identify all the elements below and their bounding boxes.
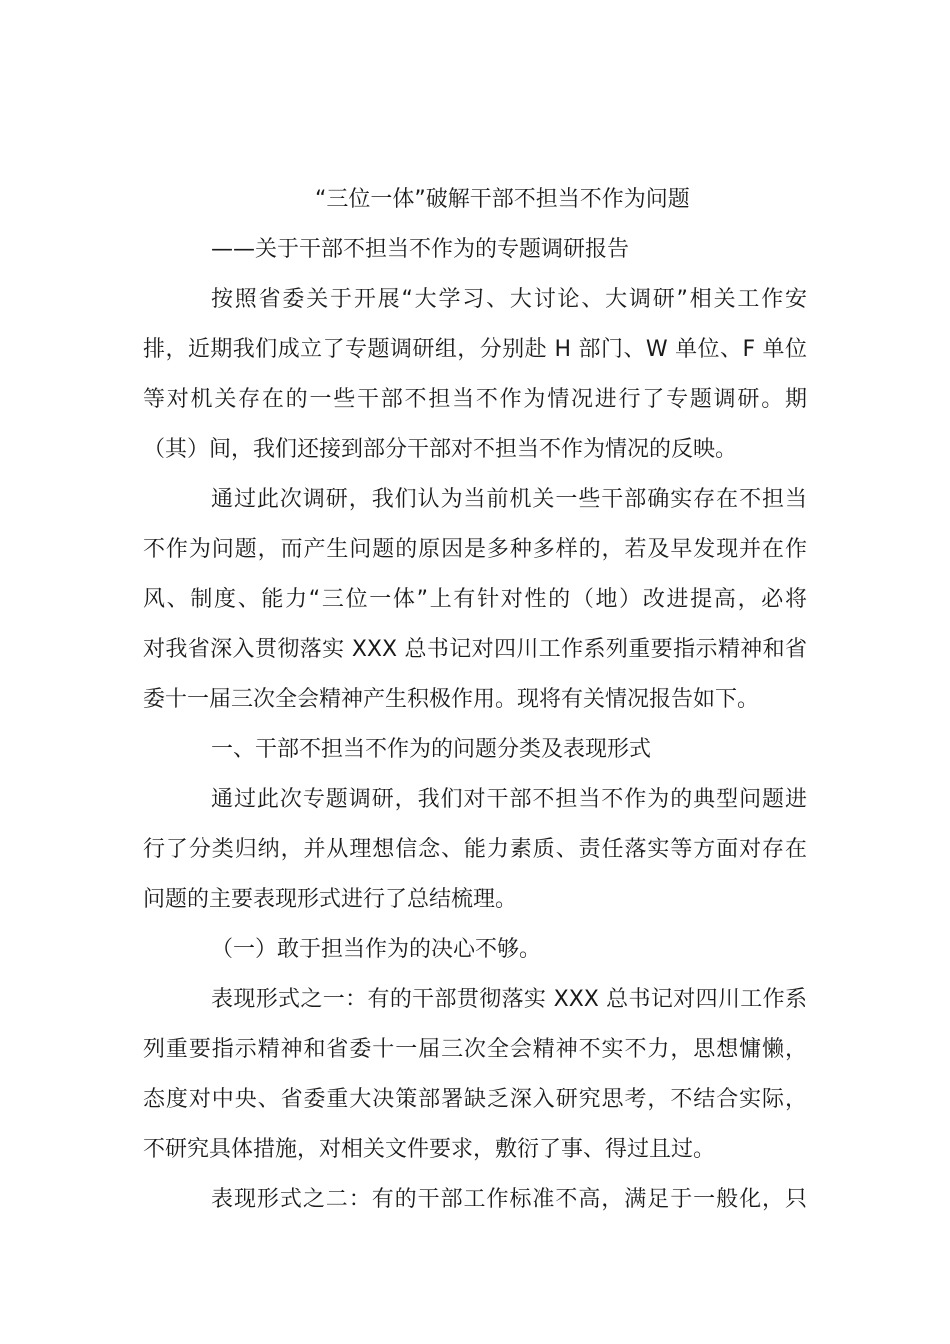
paragraph-line: 通过此次调研，我们认为当前机关一些干部确实存在不担当 xyxy=(211,487,807,512)
paragraph-line: 表现形式之一：有的干部贯彻落实 XXX 总书记对四川工作系 xyxy=(211,987,807,1012)
paragraph-line: 态度对中央、省委重大决策部署缺乏深入研究思考，不结合实际， xyxy=(143,1087,807,1112)
paragraph-line: 问题的主要表现形式进行了总结梳理。 xyxy=(143,887,518,912)
paragraph-line: 等对机关存在的一些干部不担当不作为情况进行了专题调研。期 xyxy=(143,387,807,412)
paragraph-line: 行了分类归纳，并从理想信念、能力素质、责任落实等方面对存在 xyxy=(143,837,807,862)
paragraph-line: 排，近期我们成立了专题调研组，分别赴 H 部门、W 单位、F 单位 xyxy=(143,337,807,362)
paragraph-line: 表现形式之二：有的干部工作标准不高，满足于一般化，只 xyxy=(211,1187,807,1212)
paragraph-line: 列重要指示精神和省委十一届三次全会精神不实不力，思想慵懒， xyxy=(143,1037,807,1062)
paragraph-line: 按照省委关于开展“大学习、大讨论、大调研”相关工作安 xyxy=(211,287,807,312)
paragraph-line: 不作为问题，而产生问题的原因是多种多样的，若及早发现并在作 xyxy=(143,537,807,562)
paragraph-line: 通过此次专题调研，我们对干部不担当不作为的典型问题进 xyxy=(211,787,807,812)
paragraph-line: （其）间，我们还接到部分干部对不担当不作为情况的反映。 xyxy=(143,437,738,462)
paragraph-line: 对我省深入贯彻落实 XXX 总书记对四川工作系列重要指示精神和省 xyxy=(143,637,807,662)
document-subtitle: ——关于干部不担当不作为的专题调研报告 xyxy=(211,237,630,262)
paragraph-line: 委十一届三次全会精神产生积极作用。现将有关情况报告如下。 xyxy=(143,687,760,712)
paragraph-line: 不研究具体措施，对相关文件要求，敷衍了事、得过且过。 xyxy=(143,1137,716,1162)
subsection-heading: （一）敢于担当作为的决心不够。 xyxy=(211,937,542,962)
paragraph-line: 风、制度、能力“三位一体”上有针对性的（地）改进提高，必将 xyxy=(143,587,807,612)
document-title: “三位一体”破解干部不担当不作为问题 xyxy=(315,187,690,212)
section-heading: 一、干部不担当不作为的问题分类及表现形式 xyxy=(211,737,652,762)
